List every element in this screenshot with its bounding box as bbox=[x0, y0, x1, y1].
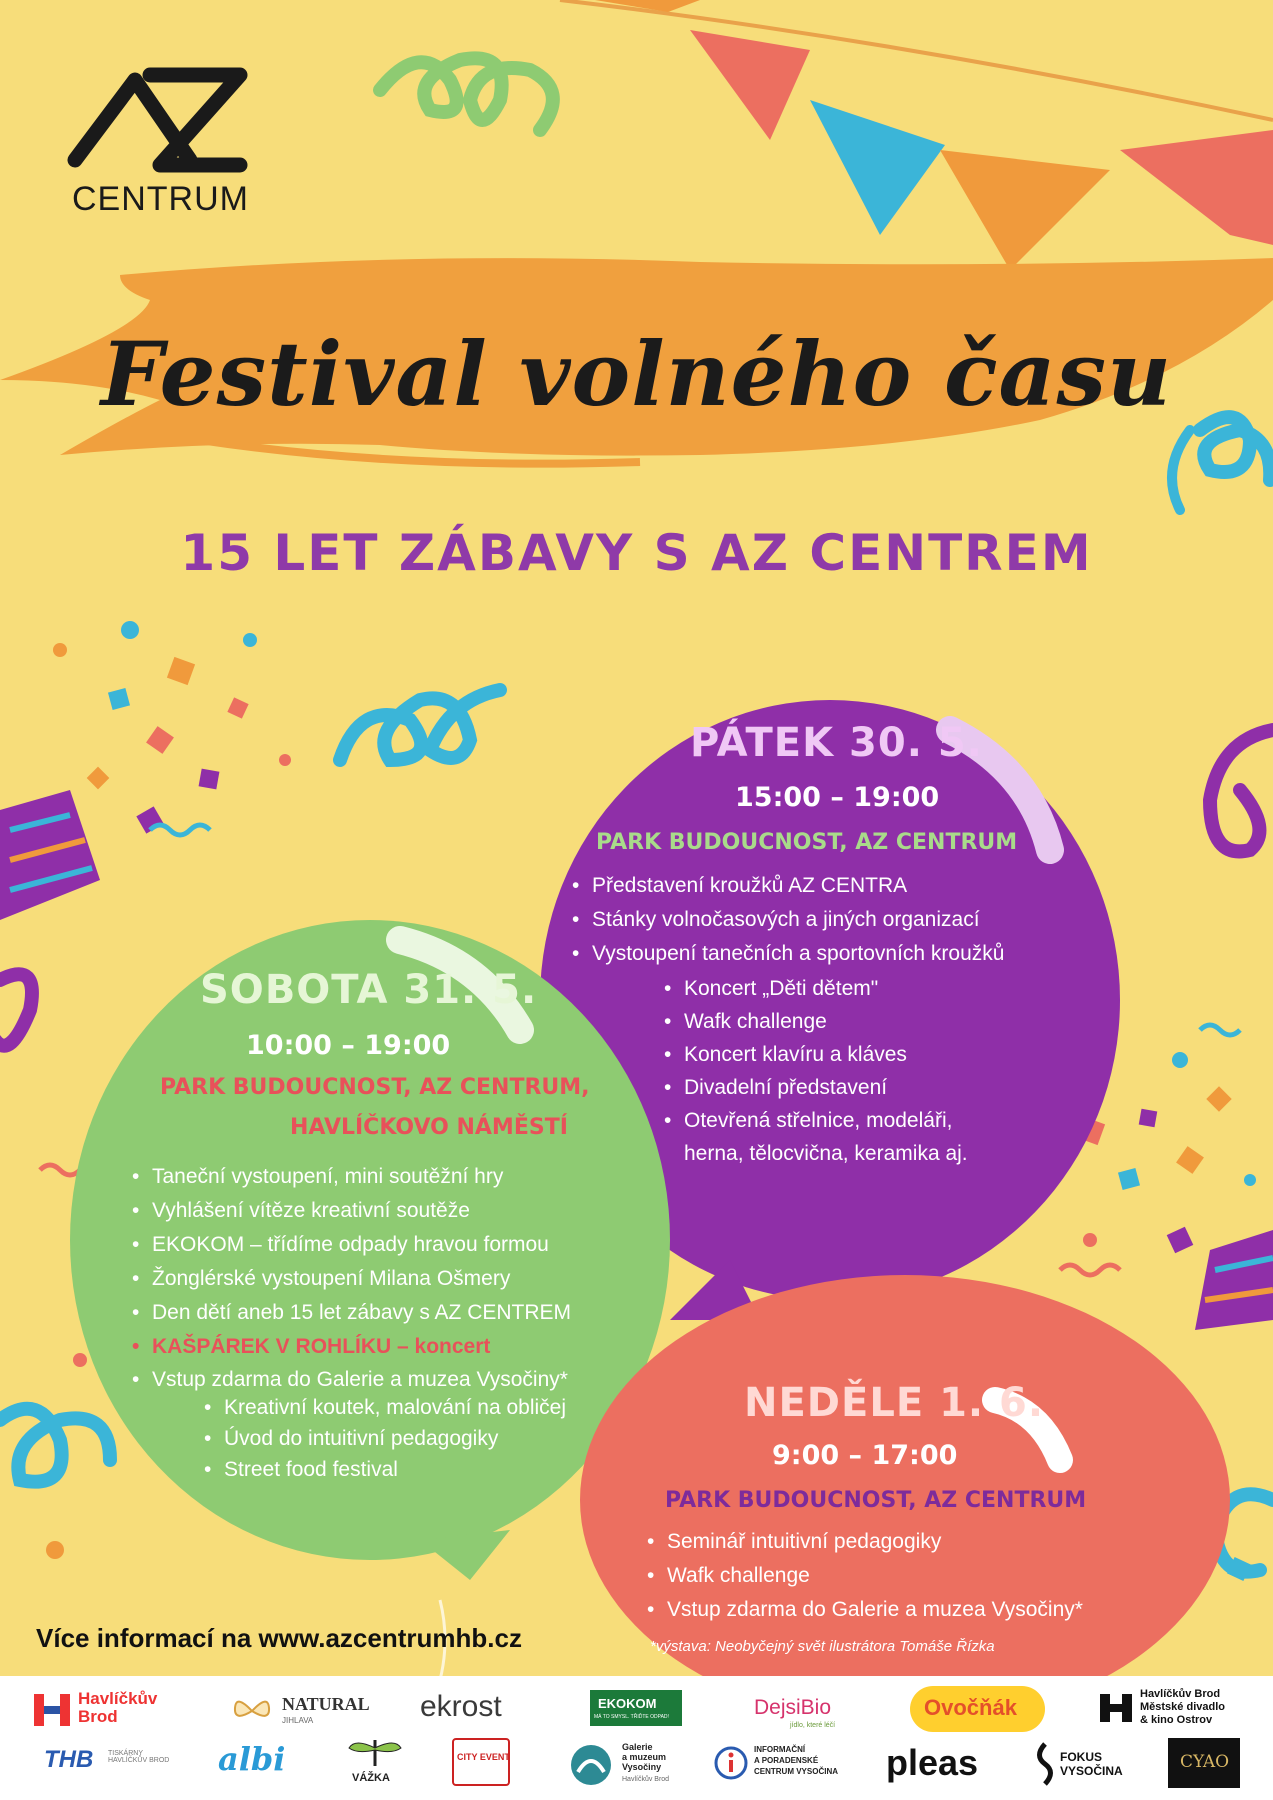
fokus-logo bbox=[1032, 1742, 1058, 1790]
hb-emblem-icon bbox=[32, 1692, 72, 1728]
vazka-logo bbox=[345, 1736, 405, 1774]
ekokom-logo: EKOKOM MÁ TO SMYSL. TŘIĎTE ODPAD! bbox=[590, 1690, 682, 1726]
list-item: • Vystoupení tanečních a sportovních kroužků bbox=[570, 937, 1004, 971]
fokus-emblem-icon bbox=[1032, 1742, 1058, 1786]
list-item: • Představení kroužků AZ CENTRA bbox=[570, 869, 1004, 903]
fokus-text: FOKUS VYSOČINA bbox=[1060, 1750, 1123, 1778]
ovocnak-logo: Ovočňák bbox=[910, 1686, 1045, 1732]
list-item: • Žonglérské vystoupení Milana Ošmery bbox=[130, 1262, 571, 1296]
list-item: • Úvod do intuitivní pedagogiky bbox=[202, 1423, 566, 1454]
sunday-place: PARK BUDOUCNOST, AZ CENTRUM bbox=[665, 1488, 1087, 1513]
list-item: • Vstup zdarma do Galerie a muzea Vysočiny* bbox=[645, 1593, 1083, 1627]
list-item: • Vstup zdarma do Galerie a muzea Vysočiny* bbox=[130, 1364, 571, 1396]
cityevent-logo: CITY EVENT bbox=[452, 1738, 510, 1786]
divadlo-emblem-icon bbox=[1098, 1690, 1134, 1726]
bunting-flag bbox=[940, 150, 1110, 270]
friday-subitems bbox=[662, 972, 968, 1170]
list-item: • Koncert klavíru a kláves bbox=[662, 1038, 968, 1071]
butterfly-icon bbox=[232, 1694, 272, 1728]
galerie-sub: Havlíčkův Brod bbox=[622, 1776, 670, 1783]
thb-logo: THB bbox=[44, 1746, 94, 1773]
friday-items bbox=[570, 869, 1004, 971]
list-item: • EKOKOM – třídíme odpady hravou formou bbox=[130, 1228, 571, 1262]
pleas-logo: pleas bbox=[886, 1742, 979, 1783]
albi-logo: albi bbox=[218, 1740, 286, 1778]
friday-time: 15:00 – 19:00 bbox=[735, 782, 940, 813]
serpentine bbox=[340, 690, 500, 760]
saturday-time: 10:00 – 19:00 bbox=[246, 1030, 451, 1061]
list-item-highlight: • KAŠPÁREK V ROHLÍKU – koncert bbox=[130, 1330, 571, 1364]
page-subtitle: 15 LET ZÁBAVY S AZ CENTREM bbox=[180, 524, 1093, 582]
footnote: *výstava: Neobyčejný svět ilustrátora Tomáše Řízka bbox=[650, 1638, 995, 1655]
info-icon bbox=[714, 1746, 748, 1780]
galerie-emblem-icon bbox=[568, 1742, 614, 1788]
list-item: • Stánky volnočasových a jiných organizací bbox=[570, 903, 1004, 937]
bunting-flag bbox=[810, 100, 945, 235]
cyao-logo: CYAO bbox=[1168, 1738, 1240, 1788]
list-item: • Vyhlášení vítěze kreativní soutěže bbox=[130, 1194, 571, 1228]
serpentine bbox=[0, 974, 32, 1045]
galerie-text: Galerie a muzeum Vysočiny bbox=[622, 1742, 667, 1772]
bunting-flag bbox=[1120, 130, 1273, 245]
party-horn bbox=[0, 790, 100, 920]
divadlo-logo bbox=[1098, 1690, 1134, 1730]
list-item: • Taneční vystoupení, mini soutěžní hry bbox=[130, 1160, 571, 1194]
more-info: Více informací na www.azcentrumhb.cz bbox=[36, 1623, 522, 1653]
az-logo-mark bbox=[75, 75, 240, 165]
divadlo-text: Havlíčkův Brod Městské divadlo & kino Ostrov bbox=[1140, 1688, 1225, 1726]
dejsibio-logo: DejsiBio bbox=[754, 1696, 832, 1719]
natural-sub: JIHLAVA bbox=[282, 1716, 314, 1725]
galerie-logo bbox=[568, 1742, 614, 1792]
sunday-items bbox=[645, 1525, 1083, 1627]
saturday-place-line1: PARK BUDOUCNOST, AZ CENTRUM, bbox=[160, 1075, 590, 1100]
list-item: • Den dětí aneb 15 let zábavy s AZ CENTREM bbox=[130, 1296, 571, 1330]
list-item: • Divadelní představení bbox=[662, 1071, 968, 1104]
ipcv-logo bbox=[714, 1746, 748, 1784]
ekrost-logo: ekrost bbox=[420, 1690, 502, 1723]
saturday-items bbox=[130, 1160, 571, 1396]
list-item: • Otevřená střelnice, modeláři, bbox=[662, 1104, 968, 1137]
serpentine bbox=[0, 1409, 110, 1482]
friday-place: PARK BUDOUCNOST, AZ CENTRUM bbox=[596, 830, 1018, 855]
saturday-day: SOBOTA 31. 5. bbox=[200, 967, 538, 1013]
sponsors-strip bbox=[0, 1676, 1273, 1800]
serpentine bbox=[1210, 730, 1273, 851]
saturday-place-line2: HAVLÍČKOVO NÁMĚSTÍ bbox=[290, 1115, 568, 1140]
havlickuv-brod-text: Havlíčkův Brod bbox=[78, 1689, 158, 1726]
friday-day: PÁTEK 30. 5. bbox=[690, 720, 983, 766]
list-item: • Wafk challenge bbox=[662, 1005, 968, 1038]
list-item: • Koncert „Děti dětem" bbox=[662, 972, 968, 1005]
vazka-text: VÁŽKA bbox=[352, 1772, 390, 1784]
serpentine bbox=[380, 58, 553, 130]
list-item: • Street food festival bbox=[202, 1454, 566, 1485]
natural-text: NATURAL bbox=[282, 1694, 370, 1714]
havlickuv-brod-logo bbox=[32, 1692, 72, 1732]
saturday-subitems bbox=[202, 1392, 566, 1485]
dejsibio-sub: jídlo, které léčí bbox=[790, 1722, 836, 1729]
list-item: • Wafk challenge bbox=[645, 1559, 1083, 1593]
list-item: • Kreativní koutek, malování na obličej bbox=[202, 1392, 566, 1423]
sunday-day: NEDĚLE 1. 6. bbox=[744, 1380, 1045, 1426]
page-title: Festival volného času bbox=[100, 322, 1173, 426]
party-horn bbox=[1195, 1230, 1273, 1330]
ipcv-text: INFORMAČNÍ A PORADENSKÉ CENTRUM VYSOČINA bbox=[754, 1745, 839, 1776]
thb-sub: TISKÁRNY HAVLÍČKŮV BROD bbox=[108, 1750, 170, 1764]
serpentine bbox=[1200, 417, 1270, 480]
bunting-flag bbox=[690, 30, 810, 140]
logo-text: CENTRUM bbox=[72, 180, 249, 218]
sunday-time: 9:00 – 17:00 bbox=[772, 1440, 958, 1471]
natural-logo bbox=[232, 1694, 272, 1732]
list-item-continuation: herna, tělocvična, keramika aj. bbox=[684, 1142, 968, 1165]
dragonfly-icon bbox=[345, 1736, 405, 1770]
list-item: • Seminář intuitivní pedagogiky bbox=[645, 1525, 1083, 1559]
